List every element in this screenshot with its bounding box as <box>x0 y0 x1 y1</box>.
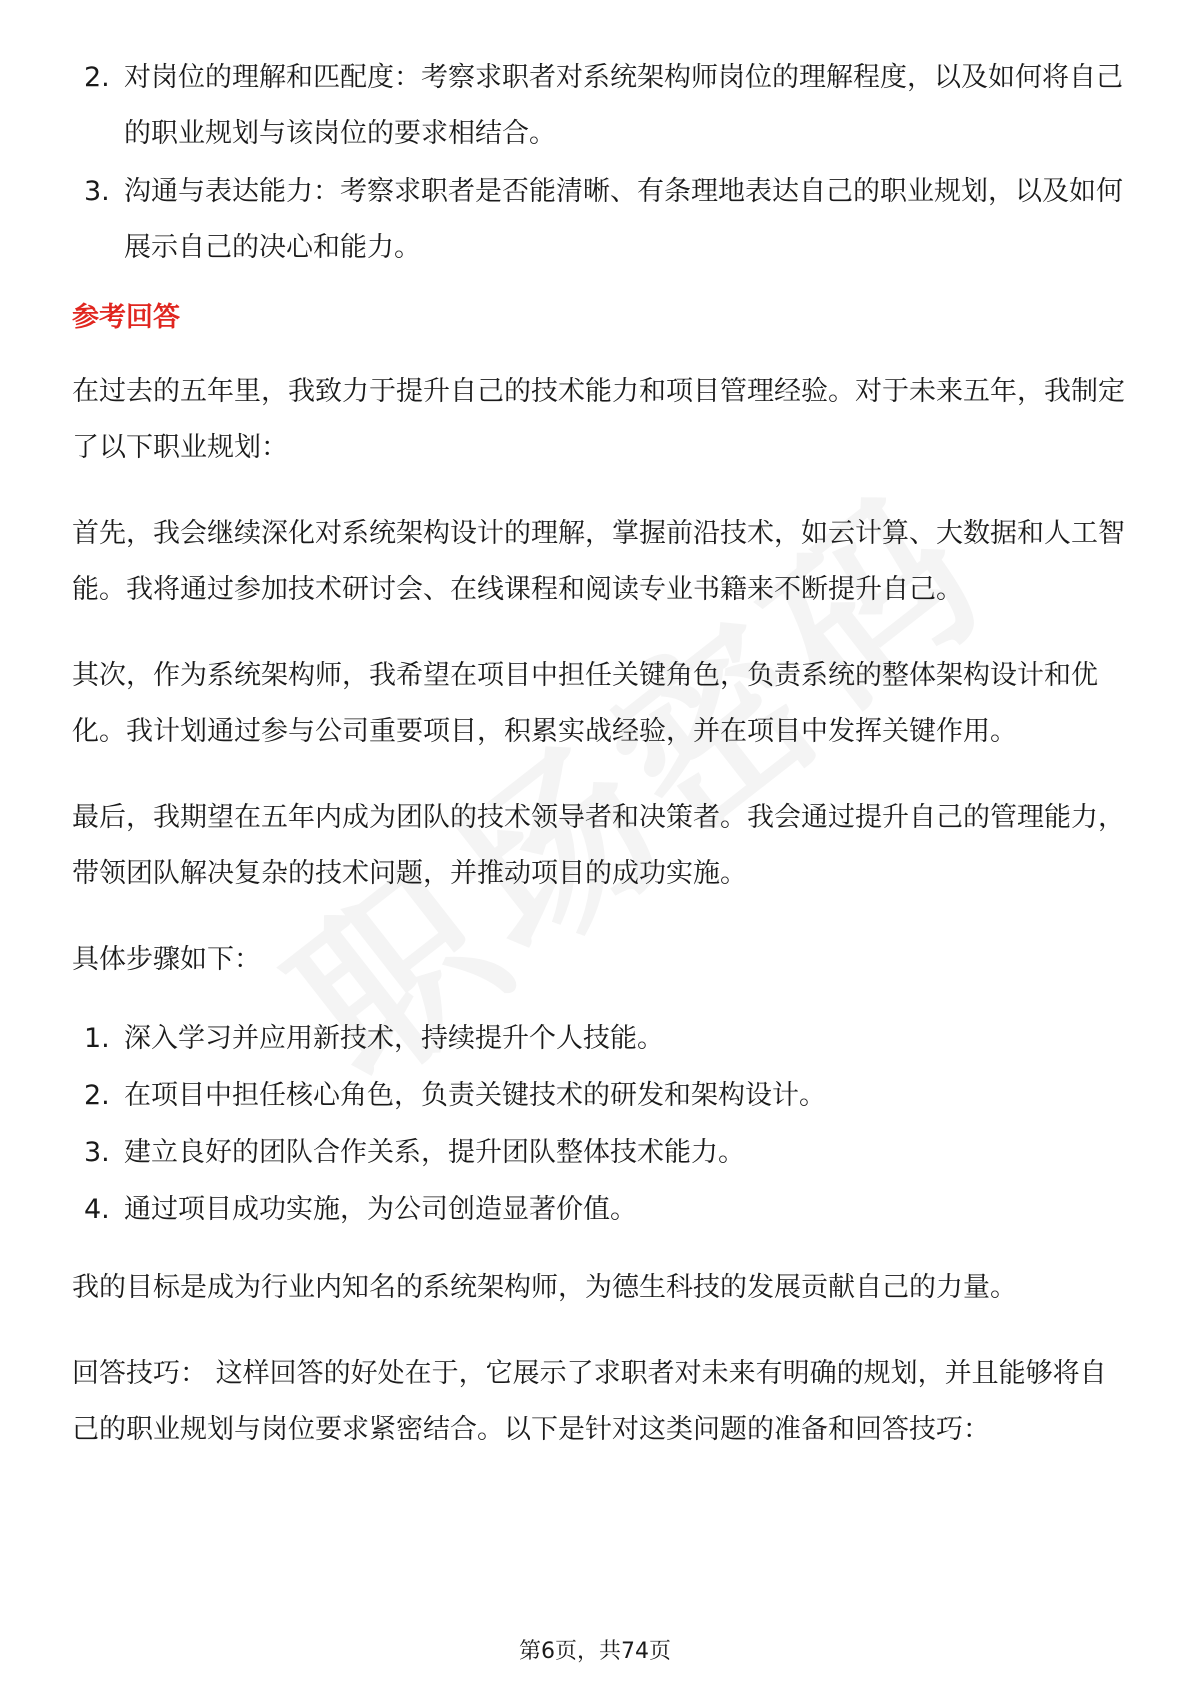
list-item <box>72 164 1132 276</box>
page-content <box>72 50 1132 1488</box>
list-number: 3. <box>84 176 110 207</box>
criteria-list <box>72 50 1132 276</box>
list-item <box>72 1067 1132 1124</box>
paragraph-first: 首先，我会继续深化对系统架构设计的理解，掌握前沿技术，如云计算、大数据和人工智能。我将通过参加技术研讨会、在线课程和阅读专业书籍来不断提升自己。 <box>72 518 1125 605</box>
paragraph-steps-intro: 具体步骤如下： <box>72 944 261 975</box>
list-text: 深入学习并应用新技术，持续提升个人技能。 <box>124 1023 664 1054</box>
list-number: 2. <box>84 1080 110 1111</box>
list-text: 对岗位的理解和匹配度：考察求职者对系统架构师岗位的理解程度，以及如何将自己的职业规划与该岗位的要求相结合。 <box>124 62 1123 149</box>
list-text: 建立良好的团队合作关系，提升团队整体技术能力。 <box>124 1137 745 1168</box>
paragraph-goal: 我的目标是成为行业内知名的系统架构师，为德生科技的发展贡献自己的力量。 <box>72 1272 1017 1303</box>
list-text: 沟通与表达能力：考察求职者是否能清晰、有条理地表达自己的职业规划，以及如何展示自己的决心和能力。 <box>124 176 1123 263</box>
list-number: 1. <box>84 1023 110 1054</box>
paragraph-second: 其次，作为系统架构师，我希望在项目中担任关键角色，负责系统的整体架构设计和优化。我计划通过参与公司重要项目，积累实战经验，并在项目中发挥关键作用。 <box>72 660 1098 747</box>
list-item <box>72 1181 1132 1238</box>
list-item <box>72 1124 1132 1181</box>
list-number: 4. <box>84 1194 110 1225</box>
section-heading: 参考回答 <box>72 302 180 333</box>
list-item <box>72 50 1132 162</box>
list-number: 3. <box>84 1137 110 1168</box>
page-number: 第6页，共74页 <box>519 1639 671 1664</box>
paragraph-tips: 回答技巧： 这样回答的好处在于，它展示了求职者对未来有明确的规划，并且能够将自己的职业规划与岗位要求紧密结合。以下是针对这类问题的准备和回答技巧： <box>72 1358 1107 1445</box>
steps-list <box>72 1010 1132 1238</box>
list-text: 通过项目成功实施，为公司创造显著价值。 <box>124 1194 637 1225</box>
paragraph-last: 最后，我期望在五年内成为团队的技术领导者和决策者。我会通过提升自己的管理能力，带领团队解决复杂的技术问题，并推动项目的成功实施。 <box>72 802 1125 889</box>
list-item <box>72 1010 1132 1067</box>
paragraph-intro: 在过去的五年里，我致力于提升自己的技术能力和项目管理经验。对于未来五年，我制定了以下职业规划： <box>72 376 1125 463</box>
list-number: 2. <box>84 62 110 93</box>
list-text: 在项目中担任核心角色，负责关键技术的研发和架构设计。 <box>124 1080 826 1111</box>
